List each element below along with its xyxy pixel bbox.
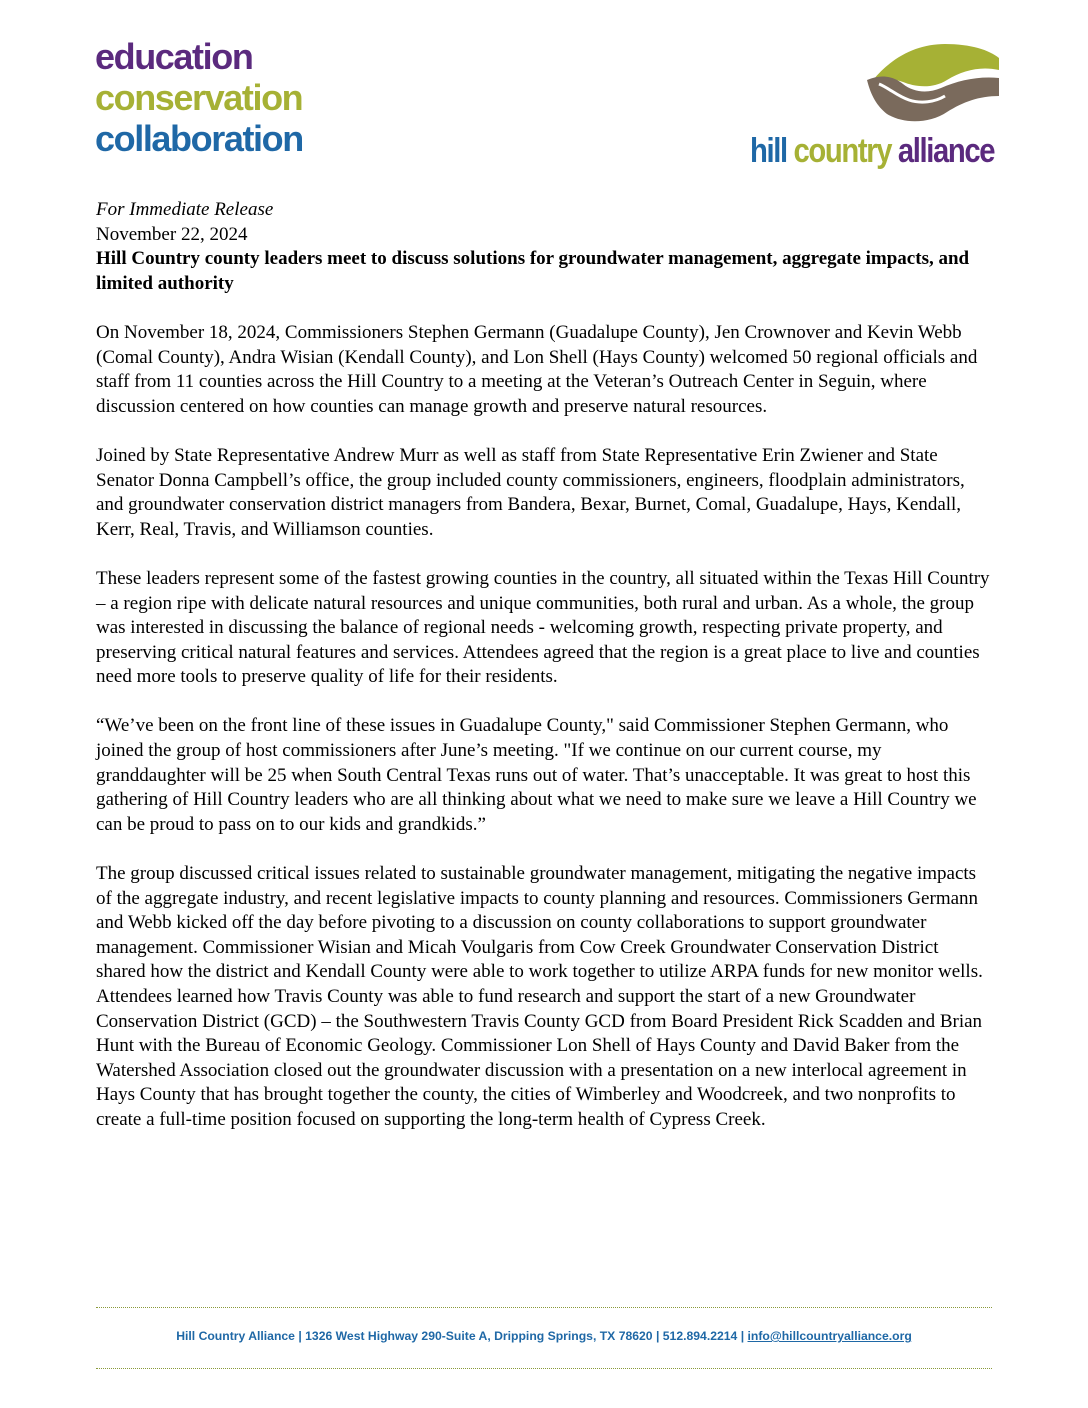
logo-word-hill: hill bbox=[750, 132, 787, 170]
footer-email-link[interactable]: info@hillcountryalliance.org bbox=[747, 1329, 912, 1343]
logo-wordmark bbox=[750, 132, 994, 171]
paragraph: These leaders represent some of the fastest growing counties in the country, all situated within the Texas Hill Country – a region ripe with delicate natural resources and unique communities, both rural and urban. As a whole, the group was interested in discussing the balance of regional needs - welcoming growth, respecting private property, and preserving critical natural features and services. Attendees agreed that the region is a great place to live and counties need more tools to preserve quality of life for their residents. bbox=[96, 567, 990, 688]
footer bbox=[0, 1329, 1088, 1343]
release-label: For Immediate Release bbox=[96, 199, 274, 220]
press-release bbox=[96, 198, 992, 1157]
tagline bbox=[95, 36, 303, 159]
logo-word-alliance: alliance bbox=[897, 132, 995, 170]
tagline-conservation: conservation bbox=[95, 77, 303, 118]
paragraph: Joined by State Representative Andrew Murr as well as staff from State Representative Erin Zwiener and State Senator Donna Campbell’s office, the group included county commissioners, engineers, floodplain administrators, and groundwater conservation district managers from Bandera, Bexar, Burnet, Comal, Guadalupe, Hays, Kendall, Kerr, Real, Travis, and Williamson counties. bbox=[96, 444, 965, 540]
release-date: November 22, 2024 bbox=[96, 223, 248, 245]
tagline-education: education bbox=[95, 36, 253, 77]
logo-word-country: country bbox=[793, 132, 892, 170]
tagline-collaboration: collaboration bbox=[95, 118, 303, 159]
hands-holding-hill-icon bbox=[863, 40, 1003, 128]
headline: Hill Country county leaders meet to discuss solutions for groundwater management, aggregate impacts, and limited authority bbox=[96, 248, 970, 294]
footer-divider-bottom bbox=[96, 1368, 992, 1369]
paragraph: On November 18, 2024, Commissioners Stephen Germann (Guadalupe County), Jen Crownover and Kevin Webb (Comal County), Andra Wisian (Kendall County), and Lon Shell (Hays County) welcomed 50 regional officials and staff from 11 counties across the Hill Country to a meeting at the Veteran’s Outreach Center in Seguin, where discussion centered on how counties can manage growth and preserve natural resources. bbox=[96, 321, 978, 417]
footer-contact: Hill Country Alliance | 1326 West Highway 290-Suite A, Dripping Springs, TX 78620 | 512.894.2214 | bbox=[176, 1329, 748, 1343]
footer-divider-top bbox=[96, 1307, 992, 1308]
paragraph: “We’ve been on the front line of these issues in Guadalupe County," said Commissioner Stephen Germann, who joined the group of host commissioners after June’s meeting. "If we continue on our current course, my granddaughter will be 25 when South Central Texas runs out of water. That’s unacceptable. It was great to host this gathering of Hill Country leaders who are all thinking about what we need to make sure we leave a Hill Country we can be proud to pass on to our kids and grandkids.” bbox=[96, 715, 977, 835]
paragraph: The group discussed critical issues related to sustainable groundwater management, mitigating the negative impacts of the aggregate industry, and recent legislative impacts to county planning and resources. Commissioners Germann and Webb kicked off the day before pivoting to a discussion on county collaborations to support groundwater management. Commissioner Wisian and Micah Voulgaris from Cow Creek Groundwater Conservation District shared how the district and Kendall County were able to work together to utilize ARPA funds for new monitor wells. Attendees learned how Travis County was able to fund research and support the start of a new Groundwater Conservation District (GCD) – the Southwestern Travis County GCD from Board President Rick Scadden and Brian Hunt with the Bureau of Economic Geology. Commissioner Lon Shell of Hays County and David Baker from the Watershed Association closed out the groundwater discussion with a presentation on a new interlocal agreement in Hays County that has brought together the county, the cities of Wimberley and Woodcreek, and two nonprofits to create a full-time position focused on supporting the long-term health of Cypress Creek. bbox=[96, 863, 983, 1130]
hill-country-alliance-logo bbox=[746, 40, 1008, 180]
